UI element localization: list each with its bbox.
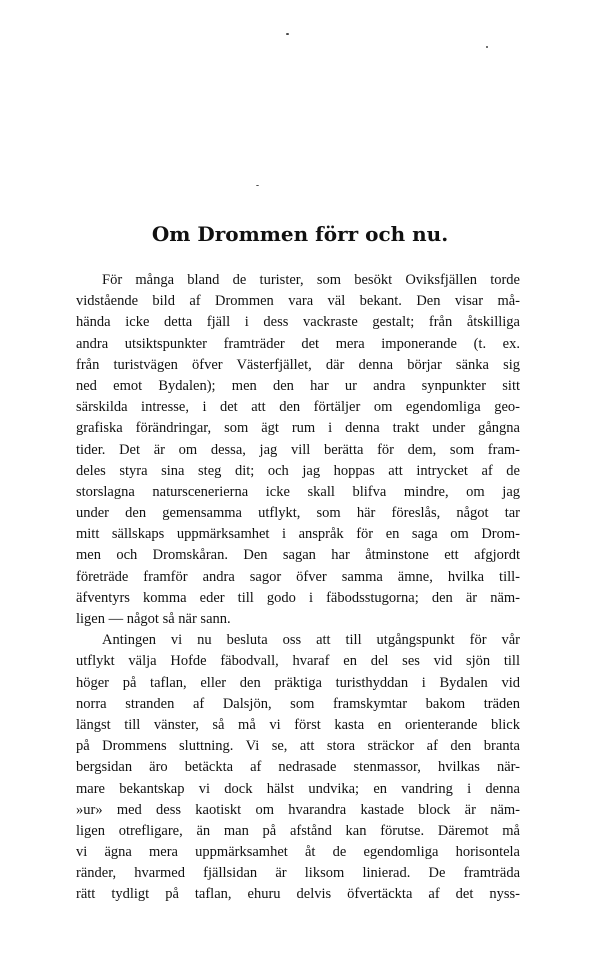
text-line: norra stranden af Dalsjön, som framskymtar bakom träden xyxy=(76,695,520,712)
text-line: grafiska förändringar, som ägt rum i denna trakt under gångna xyxy=(76,420,520,437)
text-line: från turistvägen öfver Västerfjället, där denna börjar sänka sig xyxy=(76,356,520,373)
print-speck xyxy=(286,33,289,35)
chapter-title: Om Drommen förr och nu. xyxy=(151,222,449,246)
print-speck xyxy=(486,46,488,48)
body-text xyxy=(76,270,520,906)
print-speck xyxy=(256,185,259,186)
text-line: företräde framför andra sagor öfver samma ämne, hvilka till- xyxy=(76,568,520,585)
text-line: ränder, hvarmed fjällsidan är liksom linierad. De framträda xyxy=(76,865,520,882)
text-line: Antingen vi nu besluta oss att till utgångspunkt för vår xyxy=(102,632,520,649)
text-line: storslagna naturscenerierna icke skall blifva mindre, om jag xyxy=(76,483,520,500)
text-line: hända icke detta fjäll i dess vackraste gestalt; från åtskilliga xyxy=(76,314,520,331)
text-line: ned emot Bydalen); men den har ur andra synpunkter sitt xyxy=(76,377,520,394)
text-line: mare bekantskap vi dock hälst undvika; en vandring i denna xyxy=(76,780,520,797)
text-line: särskilda intresse, i det att den förtäljer om egendomliga geo- xyxy=(76,399,520,416)
text-line: längst till vänster, så må vi först kasta en orienterande blick xyxy=(76,716,520,733)
text-line: ligen — något så när sann. xyxy=(76,611,231,627)
text-line: tider. Det är om dessa, jag vill berätta för dem, som fram- xyxy=(76,441,520,458)
text-line: För många bland de turister, som besökt Oviksfjällen torde xyxy=(102,272,520,288)
text-line: ligen otrefligare, än man på afstånd kan förutse. Däremot må xyxy=(76,822,520,839)
text-line: under den gemensamma utflykt, som här föreslås, något tar xyxy=(76,505,520,522)
text-line: bergsidan äro betäckta af nedrasade stenmassor, hvilkas när- xyxy=(76,759,520,776)
text-line: mitt sällskaps uppmärksamhet i anspråk för en saga om Drom- xyxy=(76,526,520,543)
text-line: vi ägna mera uppmärksamhet åt de egendomliga horisontela xyxy=(76,844,520,861)
text-line: andra utsiktspunkter framträder det mera imponerande (t. ex. xyxy=(76,335,520,352)
text-line: höger på taflan, eller den präktiga turisthyddan i Bydalen vid xyxy=(76,674,520,691)
text-line: utflykt välja Hofde fäbodvall, hvaraf en del ses vid sjön till xyxy=(76,653,520,670)
text-line: vidstående bild af Drommen vara väl bekant. Den visar må- xyxy=(76,293,520,310)
text-line: men och Dromskåran. Den sagan har åtminstone ett afgjordt xyxy=(76,547,520,564)
text-line: deles styra sina steg dit; och jag hoppas att intrycket af de xyxy=(76,462,520,479)
text-line: på Drommens sluttning. Vi se, att stora sträckor af den branta xyxy=(76,738,520,755)
text-line: äfventyrs komma eder till godo i fäbodsstugorna; den är näm- xyxy=(76,589,520,606)
text-line: »ur» med dess kaotiskt om hvarandra kastade block är näm- xyxy=(76,801,520,818)
text-line: rätt tydligt på taflan, ehuru delvis öfvertäckta af det nyss- xyxy=(76,886,520,903)
